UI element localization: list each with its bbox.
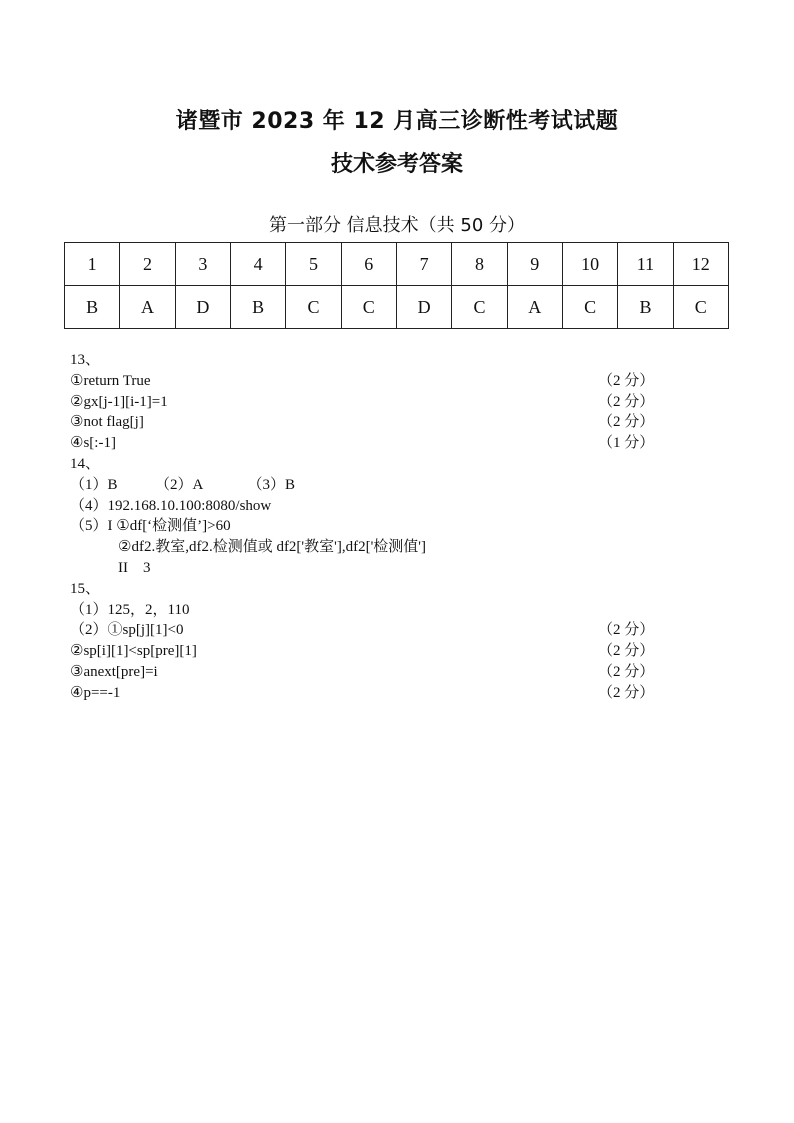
question-number: 2 bbox=[120, 243, 175, 286]
answer-cell: D bbox=[396, 286, 451, 329]
question-number: 1 bbox=[65, 243, 120, 286]
answer-cell: A bbox=[507, 286, 562, 329]
q13-score-3: （2 分） bbox=[598, 414, 655, 430]
page-subtitle: 技术参考答案 bbox=[330, 152, 463, 177]
question-number: 8 bbox=[452, 243, 507, 286]
q15-answer-3: ③anext[pre]=i bbox=[70, 664, 158, 680]
q13-answer-3: ③not flag[j] bbox=[70, 414, 144, 430]
answer-cell: B bbox=[618, 286, 673, 329]
q14-label: 14、 bbox=[70, 456, 101, 472]
q13-label: 13、 bbox=[70, 352, 101, 368]
answer-table bbox=[64, 242, 729, 329]
q15-answer-1: （2）①sp[j][1]<0 bbox=[70, 622, 184, 638]
question-number: 10 bbox=[562, 243, 617, 286]
q13-answer-4: ④s[:-1] bbox=[70, 435, 116, 451]
answer-table-number-row bbox=[65, 243, 729, 286]
q13-score-4: （1 分） bbox=[598, 435, 655, 451]
question-number: 7 bbox=[396, 243, 451, 286]
q15-label: 15、 bbox=[70, 581, 101, 597]
question-number: 4 bbox=[230, 243, 285, 286]
question-number: 11 bbox=[618, 243, 673, 286]
q15-score-4: （2 分） bbox=[598, 685, 655, 701]
q15-score-3: （2 分） bbox=[598, 664, 655, 680]
q14-line-4: ②df2.教室,df2.检测值或 df2['教室'],df2['检测值'] bbox=[118, 539, 426, 555]
answer-cell: C bbox=[341, 286, 396, 329]
answer-cell: B bbox=[230, 286, 285, 329]
answer-table-answer-row bbox=[65, 286, 729, 329]
q13-answer-1: ①return True bbox=[70, 373, 151, 389]
answer-cell: A bbox=[120, 286, 175, 329]
page-title: 诸暨市 2023 年 12 月高三诊断性考试试题 bbox=[175, 109, 619, 134]
question-number: 6 bbox=[341, 243, 396, 286]
q13-score-2: （2 分） bbox=[598, 394, 655, 410]
answer-cell: C bbox=[673, 286, 728, 329]
q15-score-2: （2 分） bbox=[598, 643, 655, 659]
question-number: 3 bbox=[175, 243, 230, 286]
answer-cell: D bbox=[175, 286, 230, 329]
q13-score-1: （2 分） bbox=[598, 373, 655, 389]
answer-cell: B bbox=[65, 286, 120, 329]
question-number: 9 bbox=[507, 243, 562, 286]
q15-line-1: （1）125，2，110 bbox=[70, 602, 190, 618]
answer-cell: C bbox=[562, 286, 617, 329]
answer-cell: C bbox=[286, 286, 341, 329]
q14-line-1: （1）B （2）A （3）B bbox=[70, 477, 296, 493]
q15-answer-2: ②sp[i][1]<sp[pre][1] bbox=[70, 643, 197, 659]
section-title: 第一部分 信息技术（共 50 分） bbox=[268, 215, 526, 236]
q15-score-1: （2 分） bbox=[598, 622, 655, 638]
q14-line-5: II 3 bbox=[118, 560, 151, 576]
answer-cell: C bbox=[452, 286, 507, 329]
question-number: 5 bbox=[286, 243, 341, 286]
q15-answer-4: ④p==-1 bbox=[70, 685, 121, 701]
q14-line-2: （4）192.168.10.100:8080/show bbox=[70, 498, 272, 514]
question-number: 12 bbox=[673, 243, 728, 286]
q14-line-3: （5）I ①df[‘检测值’]>60 bbox=[70, 518, 231, 534]
q13-answer-2: ②gx[j-1][i-1]=1 bbox=[70, 394, 168, 410]
